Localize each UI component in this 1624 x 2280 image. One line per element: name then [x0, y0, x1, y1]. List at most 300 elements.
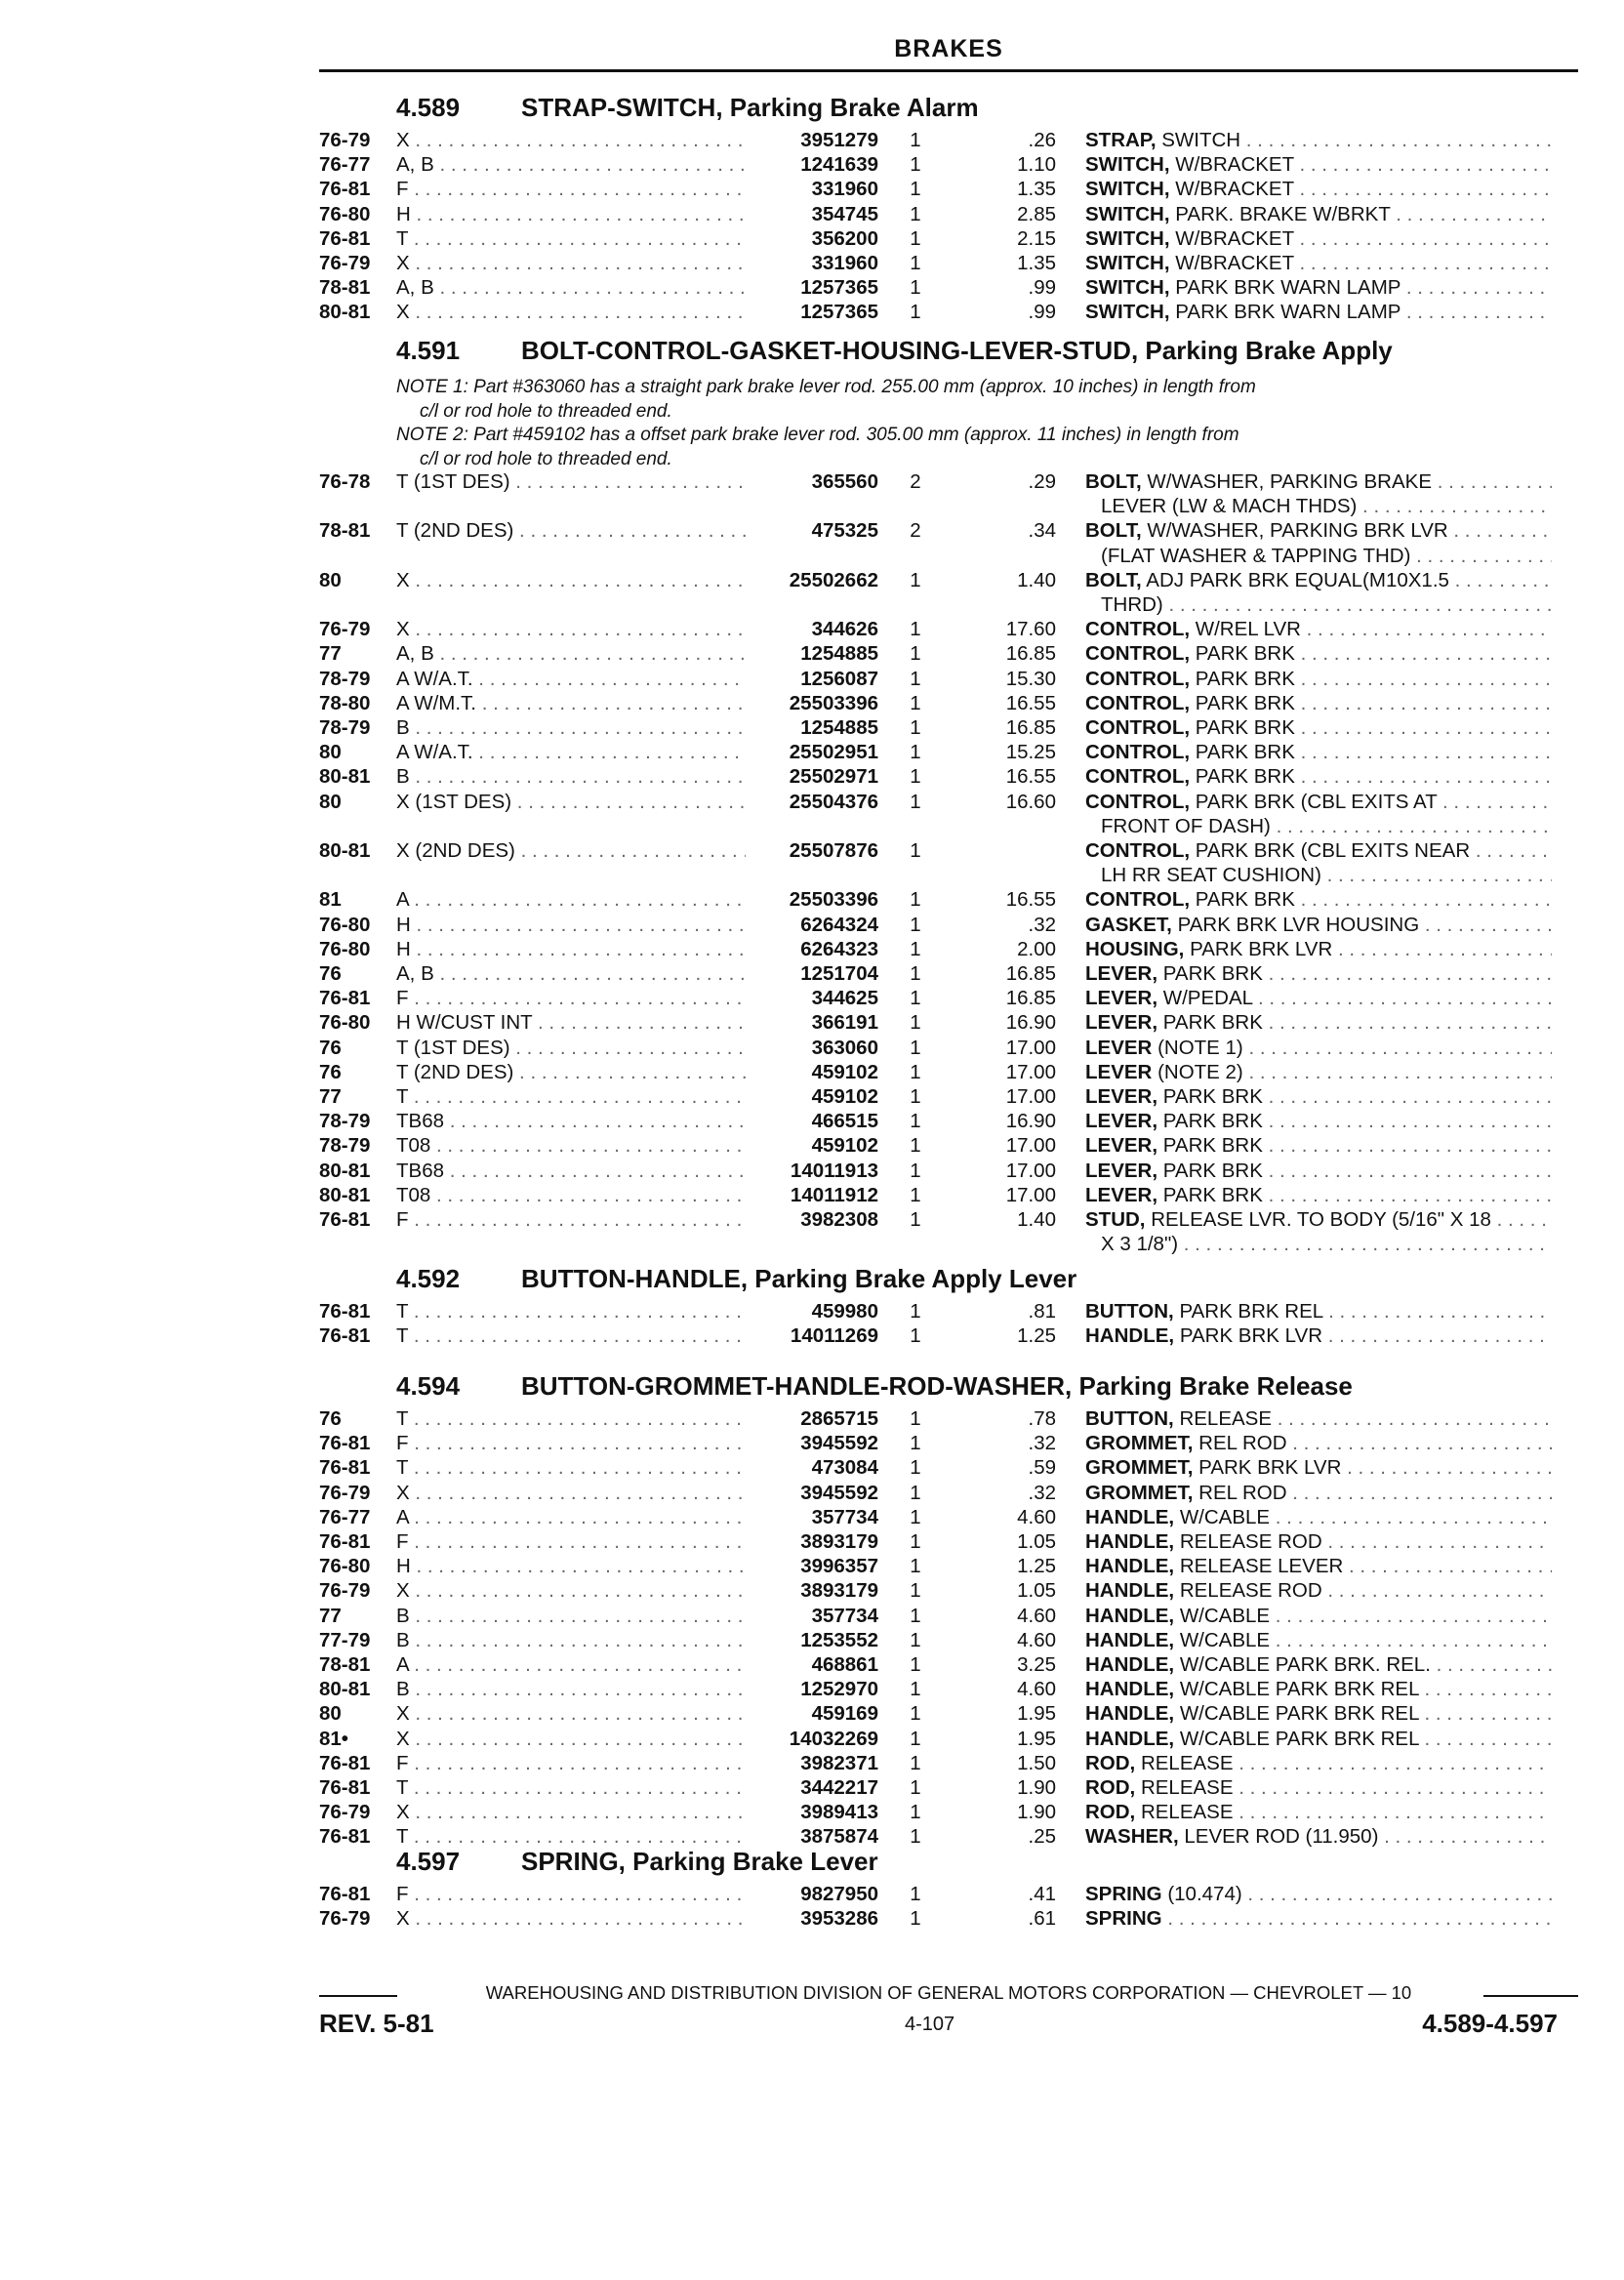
- quantity: 1: [910, 642, 921, 666]
- part-name: SWITCH,: [1085, 178, 1170, 201]
- quantity: 1: [910, 202, 921, 225]
- part-detail: W/REL LVR . . .: [1196, 618, 1552, 640]
- part-number: 354745: [811, 202, 878, 225]
- model-years: 76-81: [319, 1324, 371, 1348]
- price: 2.00: [1017, 937, 1056, 960]
- quantity: 2: [910, 470, 921, 493]
- parts-row: [0, 1160, 1624, 1185]
- parts-row: [0, 642, 1624, 668]
- model-years: 76: [319, 1060, 342, 1083]
- model-years: 76-79: [319, 1481, 371, 1504]
- price: 16.85: [1005, 716, 1056, 739]
- vehicle-model: T . . .: [396, 1776, 746, 1800]
- part-description: [1085, 1061, 1552, 1084]
- parts-row: [0, 1506, 1624, 1531]
- part-detail: W/CABLE . . .: [1180, 1605, 1552, 1627]
- vehicle-model: X . . .: [396, 618, 746, 641]
- vehicle-model: F . . .: [396, 178, 746, 201]
- part-name: HANDLE,: [1085, 1555, 1175, 1578]
- part-detail: PARK BRK WARN LAMP . . .: [1175, 301, 1552, 323]
- model-years: 76-80: [319, 1011, 371, 1035]
- part-detail: (NOTE 1) . . .: [1157, 1037, 1552, 1059]
- vehicle-model: T08 . . .: [396, 1184, 746, 1207]
- revision-label: REV. 5-81: [319, 2009, 434, 2038]
- part-number: 1257365: [800, 301, 878, 324]
- parts-row: [0, 203, 1624, 228]
- parts-row: [0, 153, 1624, 179]
- parts-row: [0, 1407, 1624, 1433]
- price: 17.00: [1005, 1060, 1056, 1083]
- price: 16.90: [1005, 1011, 1056, 1035]
- vehicle-model: A, B . . .: [396, 153, 746, 177]
- part-name: BOLT,: [1085, 519, 1142, 543]
- parts-row: [0, 178, 1624, 203]
- quantity: 1: [910, 1678, 921, 1701]
- part-description: [1085, 1530, 1552, 1554]
- part-description: [1085, 1825, 1552, 1849]
- quantity: 1: [910, 1110, 921, 1133]
- parts-row-continuation: [0, 864, 1624, 889]
- parts-row: [0, 1728, 1624, 1753]
- vehicle-model: TB68 . . .: [396, 1160, 746, 1183]
- model-years: 78-81: [319, 519, 371, 543]
- part-name: BOLT,: [1085, 470, 1142, 493]
- part-number: 3893179: [800, 1530, 878, 1553]
- part-detail: W/BRACKET . . .: [1175, 153, 1552, 176]
- part-name: LEVER,: [1085, 962, 1158, 985]
- model-years: 80-81: [319, 1159, 371, 1182]
- part-name: HANDLE,: [1085, 1628, 1175, 1651]
- part-description: [1085, 1432, 1552, 1455]
- part-description: [1085, 1300, 1552, 1323]
- part-detail: SWITCH . . .: [1161, 129, 1552, 151]
- part-description: [1085, 642, 1552, 666]
- part-number: 3893179: [800, 1579, 878, 1603]
- parts-row: [0, 1907, 1624, 1933]
- quantity: 1: [910, 1060, 921, 1083]
- price: 1.05: [1017, 1579, 1056, 1603]
- model-years: 76-77: [319, 1505, 371, 1528]
- vehicle-model: F . . .: [396, 1530, 746, 1554]
- vehicle-model: B . . .: [396, 1629, 746, 1652]
- model-years: 76: [319, 1036, 342, 1059]
- header-rule: [319, 69, 1578, 72]
- part-detail: W/CABLE . . .: [1180, 1629, 1552, 1651]
- quantity: 1: [910, 1300, 921, 1323]
- part-description: [1085, 1801, 1552, 1824]
- parts-row: [0, 618, 1624, 643]
- part-description: [1085, 1110, 1552, 1133]
- part-name: SWITCH,: [1085, 252, 1170, 274]
- price: .32: [1028, 913, 1056, 936]
- part-number: 3945592: [800, 1481, 878, 1504]
- section-note: c/l or rod hole to threaded end.: [420, 400, 672, 422]
- part-number: 25502662: [789, 568, 878, 591]
- section-title: STRAP-SWITCH,: [521, 93, 723, 122]
- parts-row: [0, 1037, 1624, 1062]
- part-number: 1257365: [800, 276, 878, 300]
- section-subtitle: Parking Brake Lever: [632, 1847, 878, 1876]
- model-years: 77: [319, 1085, 342, 1108]
- section-subtitle: Parking Brake Alarm: [729, 93, 979, 122]
- part-number: 356200: [811, 226, 878, 250]
- part-number: 1254885: [800, 642, 878, 666]
- part-detail: PARK BRK . . .: [1196, 765, 1552, 788]
- part-detail: PARK BRK . . .: [1163, 1085, 1552, 1108]
- part-detail: PARK BRK LVR HOUSING . . .: [1178, 914, 1552, 936]
- model-years: 76-81: [319, 1530, 371, 1553]
- part-name: SWITCH,: [1085, 226, 1170, 250]
- model-years: 80: [319, 741, 342, 764]
- part-description: [1085, 1702, 1552, 1726]
- part-detail: W/BRACKET . . .: [1175, 252, 1552, 274]
- quantity: 1: [910, 276, 921, 300]
- section-subtitle: Parking Brake Release: [1078, 1371, 1353, 1401]
- model-years: 76-81: [319, 1776, 371, 1799]
- part-description: [1085, 914, 1552, 937]
- part-number: 3945592: [800, 1432, 878, 1455]
- model-years: 76-79: [319, 618, 371, 641]
- parts-row-continuation: [0, 495, 1624, 520]
- section-note: c/l or rod hole to threaded end.: [420, 448, 672, 469]
- part-detail: W/BRACKET . . .: [1175, 227, 1552, 250]
- parts-row: [0, 1883, 1624, 1908]
- quantity: 1: [910, 1011, 921, 1035]
- part-number: 459102: [811, 1085, 878, 1108]
- part-detail: PARK BRK . . .: [1163, 1011, 1552, 1034]
- part-number: 25502951: [789, 741, 878, 764]
- part-description: [1085, 1134, 1552, 1158]
- price: .99: [1028, 276, 1056, 300]
- quantity: 1: [910, 1505, 921, 1528]
- vehicle-model: A W/A.T. . . .: [396, 741, 746, 764]
- footer-text: WAREHOUSING AND DISTRIBUTION DIVISION OF GENERAL MOTORS CORPORATION — CHEVROLET — 10: [319, 1982, 1578, 2004]
- part-number: 1254885: [800, 716, 878, 739]
- model-years: 76: [319, 962, 342, 985]
- part-description: [1085, 765, 1552, 789]
- part-name: CONTROL,: [1085, 888, 1191, 912]
- parts-row: [0, 1752, 1624, 1777]
- part-number: 459169: [811, 1702, 878, 1726]
- part-number: 331960: [811, 252, 878, 274]
- part-detail: W/CABLE . . .: [1180, 1506, 1552, 1528]
- quantity: 1: [910, 1456, 921, 1480]
- quantity: 1: [910, 765, 921, 789]
- vehicle-model: H . . .: [396, 914, 746, 937]
- quantity: 1: [910, 888, 921, 912]
- model-years: 76-79: [319, 252, 371, 274]
- vehicle-model: H . . .: [396, 203, 746, 226]
- quantity: 1: [910, 1907, 921, 1931]
- vehicle-model: A W/M.T. . . .: [396, 692, 746, 715]
- part-number: 344625: [811, 987, 878, 1010]
- part-description: [1085, 252, 1552, 275]
- parts-row: [0, 1300, 1624, 1325]
- quantity: 1: [910, 1751, 921, 1774]
- parts-row: [0, 470, 1624, 496]
- parts-row: [0, 1134, 1624, 1160]
- part-description: [1085, 987, 1552, 1010]
- price: 16.60: [1005, 790, 1056, 813]
- part-description: [1085, 1752, 1552, 1775]
- parts-row: [0, 252, 1624, 277]
- part-description: [1085, 519, 1552, 543]
- vehicle-model: T (1ST DES) . . .: [396, 1037, 746, 1060]
- part-number: 14011912: [790, 1183, 878, 1206]
- quantity: 1: [910, 1628, 921, 1651]
- part-number: 1251704: [800, 962, 878, 985]
- part-detail-continued: THRD) . . .: [1101, 593, 1552, 617]
- part-number: 473084: [811, 1456, 878, 1480]
- part-number: 1252970: [800, 1678, 878, 1701]
- part-name: SWITCH,: [1085, 202, 1170, 225]
- part-name: LEVER: [1085, 1060, 1153, 1083]
- part-description: [1085, 1678, 1552, 1701]
- part-number: 3982308: [800, 1208, 878, 1231]
- model-years: 76-81: [319, 1883, 371, 1905]
- part-number: 459102: [811, 1060, 878, 1083]
- part-detail: PARK BRK . . .: [1196, 888, 1552, 911]
- part-number: 3989413: [800, 1801, 878, 1824]
- model-years: 78-79: [319, 716, 371, 739]
- model-years: 76-81: [319, 178, 371, 201]
- model-years: 78-79: [319, 1110, 371, 1133]
- price: 16.55: [1005, 691, 1056, 714]
- section-number: 4.597: [396, 1847, 461, 1876]
- parts-row: [0, 692, 1624, 717]
- part-detail: PARK BRK . . .: [1196, 692, 1552, 714]
- part-detail: W/WASHER, PARKING BRAKE . . .: [1147, 470, 1552, 493]
- part-name: SPRING: [1085, 1907, 1162, 1931]
- model-years: 78-79: [319, 667, 371, 690]
- quantity: 1: [910, 1579, 921, 1603]
- part-number: 459980: [811, 1300, 878, 1323]
- price: .61: [1028, 1907, 1056, 1931]
- vehicle-model: F . . .: [396, 1208, 746, 1232]
- parts-row: [0, 1605, 1624, 1630]
- parts-row: [0, 1324, 1624, 1350]
- quantity: 1: [910, 1407, 921, 1430]
- price: 1.25: [1017, 1555, 1056, 1578]
- price: 16.85: [1005, 962, 1056, 985]
- part-name: CONTROL,: [1085, 691, 1191, 714]
- model-years: 76-81: [319, 1300, 371, 1323]
- vehicle-model: X . . .: [396, 301, 746, 324]
- section-title: BOLT-CONTROL-GASKET-HOUSING-LEVER-STUD,: [521, 336, 1139, 365]
- quantity: 1: [910, 1801, 921, 1824]
- model-years: 77: [319, 642, 342, 666]
- part-number: 3953286: [800, 1907, 878, 1931]
- price: .25: [1028, 1825, 1056, 1849]
- part-name: LEVER,: [1085, 1134, 1158, 1158]
- model-years: 76-81: [319, 1751, 371, 1774]
- part-name: LEVER,: [1085, 987, 1158, 1010]
- quantity: 1: [910, 913, 921, 936]
- part-detail: [1167, 1907, 1552, 1930]
- part-description: [1085, 1085, 1552, 1109]
- quantity: 1: [910, 1183, 921, 1206]
- part-name: HANDLE,: [1085, 1530, 1175, 1553]
- model-years: 78-79: [319, 1134, 371, 1158]
- part-name: HANDLE,: [1085, 1604, 1175, 1627]
- part-number: 475325: [811, 519, 878, 543]
- model-years: 76-81: [319, 1432, 371, 1455]
- vehicle-model: A, B . . .: [396, 276, 746, 300]
- part-number: 25507876: [789, 839, 878, 862]
- vehicle-model: X . . .: [396, 1482, 746, 1505]
- parts-row: [0, 938, 1624, 963]
- part-name: CONTROL,: [1085, 790, 1191, 813]
- part-description: [1085, 668, 1552, 691]
- part-name: HANDLE,: [1085, 1702, 1175, 1726]
- part-detail: RELEASE . . .: [1179, 1407, 1552, 1430]
- quantity: 1: [910, 568, 921, 591]
- part-name: HOUSING,: [1085, 937, 1185, 960]
- vehicle-model: T (2ND DES) . . .: [396, 1061, 746, 1084]
- part-name: HANDLE,: [1085, 1324, 1175, 1348]
- parts-row: [0, 1702, 1624, 1728]
- model-years: 80: [319, 790, 342, 813]
- part-number: 1241639: [800, 153, 878, 177]
- part-number: 3996357: [800, 1555, 878, 1578]
- part-detail: RELEASE ROD . . .: [1180, 1530, 1552, 1553]
- part-name: SWITCH,: [1085, 153, 1170, 177]
- price: 4.60: [1017, 1678, 1056, 1701]
- part-detail: RELEASE LVR. TO BODY (5/16" X 18 . . .: [1151, 1208, 1552, 1231]
- section-number: 4.589: [396, 93, 461, 122]
- price: 1.90: [1017, 1776, 1056, 1799]
- model-years: 80-81: [319, 1678, 371, 1701]
- quantity: 1: [910, 226, 921, 250]
- parts-row: [0, 741, 1624, 766]
- quantity: 2: [910, 519, 921, 543]
- quantity: 1: [910, 618, 921, 641]
- price: 1.40: [1017, 1208, 1056, 1231]
- part-name: ROD,: [1085, 1751, 1136, 1774]
- vehicle-model: B . . .: [396, 765, 746, 789]
- vehicle-model: T . . .: [396, 227, 746, 251]
- part-name: HANDLE,: [1085, 1678, 1175, 1701]
- model-years: 80: [319, 568, 342, 591]
- part-number: 25503396: [789, 691, 878, 714]
- part-name: ROD,: [1085, 1801, 1136, 1824]
- vehicle-model: A W/A.T. . . .: [396, 668, 746, 691]
- part-detail: PARK BRK . . .: [1163, 1160, 1552, 1182]
- part-description: [1085, 153, 1552, 177]
- quantity: 1: [910, 178, 921, 201]
- vehicle-model: X (1ST DES) . . .: [396, 791, 746, 814]
- part-description: [1085, 203, 1552, 226]
- part-detail: RELEASE . . .: [1141, 1776, 1552, 1799]
- part-description: [1085, 178, 1552, 201]
- part-detail: PARK BRK LVR . . .: [1180, 1324, 1552, 1347]
- vehicle-model: T . . .: [396, 1825, 746, 1849]
- part-description: [1085, 1407, 1552, 1431]
- part-name: STUD,: [1085, 1208, 1146, 1231]
- part-number: 1253552: [800, 1628, 878, 1651]
- part-detail-continued: (FLAT WASHER & TAPPING THD) . . .: [1101, 545, 1552, 568]
- section-number: 4.594: [396, 1371, 461, 1401]
- quantity: 1: [910, 937, 921, 960]
- part-detail-continued: X 3 1/8") . . .: [1101, 1233, 1552, 1256]
- part-name: GROMMET,: [1085, 1481, 1194, 1504]
- model-years: 80: [319, 1702, 342, 1726]
- vehicle-model: T (1ST DES) . . .: [396, 470, 746, 494]
- part-description: [1085, 1653, 1552, 1677]
- part-name: LEVER: [1085, 1036, 1153, 1059]
- quantity: 1: [910, 1481, 921, 1504]
- parts-row: [0, 519, 1624, 545]
- part-number: 331960: [811, 178, 878, 201]
- part-description: [1085, 741, 1552, 764]
- parts-row: [0, 987, 1624, 1012]
- part-detail: PARK BRK . . .: [1163, 1184, 1552, 1206]
- parts-row: [0, 1555, 1624, 1580]
- vehicle-model: X (2ND DES) . . .: [396, 839, 746, 863]
- vehicle-model: T . . .: [396, 1085, 746, 1109]
- model-years: 80-81: [319, 301, 371, 324]
- parts-row: [0, 1432, 1624, 1457]
- price: 2.15: [1017, 226, 1056, 250]
- vehicle-model: B . . .: [396, 1678, 746, 1701]
- part-name: STRAP,: [1085, 129, 1157, 151]
- part-detail: W/CABLE PARK BRK REL . . .: [1180, 1728, 1552, 1750]
- model-years: 76-79: [319, 1907, 371, 1931]
- model-years: 76-79: [319, 1801, 371, 1824]
- part-description: [1085, 1629, 1552, 1652]
- part-detail: PARK BRK LVR . . .: [1198, 1456, 1552, 1479]
- part-description: [1085, 569, 1552, 592]
- part-name: BOLT,: [1085, 568, 1142, 591]
- quantity: 1: [910, 790, 921, 813]
- part-description: [1085, 1579, 1552, 1603]
- vehicle-model: T . . .: [396, 1407, 746, 1431]
- part-number: 3875874: [800, 1825, 878, 1849]
- part-number: 365560: [811, 470, 878, 493]
- price: .32: [1028, 1481, 1056, 1504]
- price: .81: [1028, 1300, 1056, 1323]
- vehicle-model: T (2ND DES) . . .: [396, 519, 746, 543]
- part-number: 6264324: [800, 913, 878, 936]
- price: .41: [1028, 1883, 1056, 1905]
- part-description: [1085, 1324, 1552, 1348]
- part-description: [1085, 1728, 1552, 1751]
- part-number: 14032269: [789, 1727, 878, 1750]
- price: .99: [1028, 301, 1056, 324]
- section-title: SPRING,: [521, 1847, 626, 1876]
- price: 4.60: [1017, 1628, 1056, 1651]
- model-years: 76-81: [319, 1208, 371, 1231]
- model-years: 78-81: [319, 1653, 371, 1676]
- part-number: 3442217: [800, 1776, 878, 1799]
- parts-row: [0, 1208, 1624, 1234]
- price: .34: [1028, 519, 1056, 543]
- model-years: 77: [319, 1604, 342, 1627]
- parts-row: [0, 129, 1624, 154]
- price: 1.40: [1017, 568, 1056, 591]
- part-detail: PARK BRK REL . . .: [1179, 1300, 1552, 1323]
- quantity: 1: [910, 962, 921, 985]
- vehicle-model: T . . .: [396, 1300, 746, 1323]
- quantity: 1: [910, 1036, 921, 1059]
- part-description: [1085, 888, 1552, 912]
- part-number: 25504376: [789, 790, 878, 813]
- quantity: 1: [910, 1653, 921, 1676]
- part-name: GROMMET,: [1085, 1456, 1194, 1480]
- model-years: 76-77: [319, 153, 371, 177]
- quantity: 1: [910, 129, 921, 151]
- quantity: 1: [910, 1134, 921, 1158]
